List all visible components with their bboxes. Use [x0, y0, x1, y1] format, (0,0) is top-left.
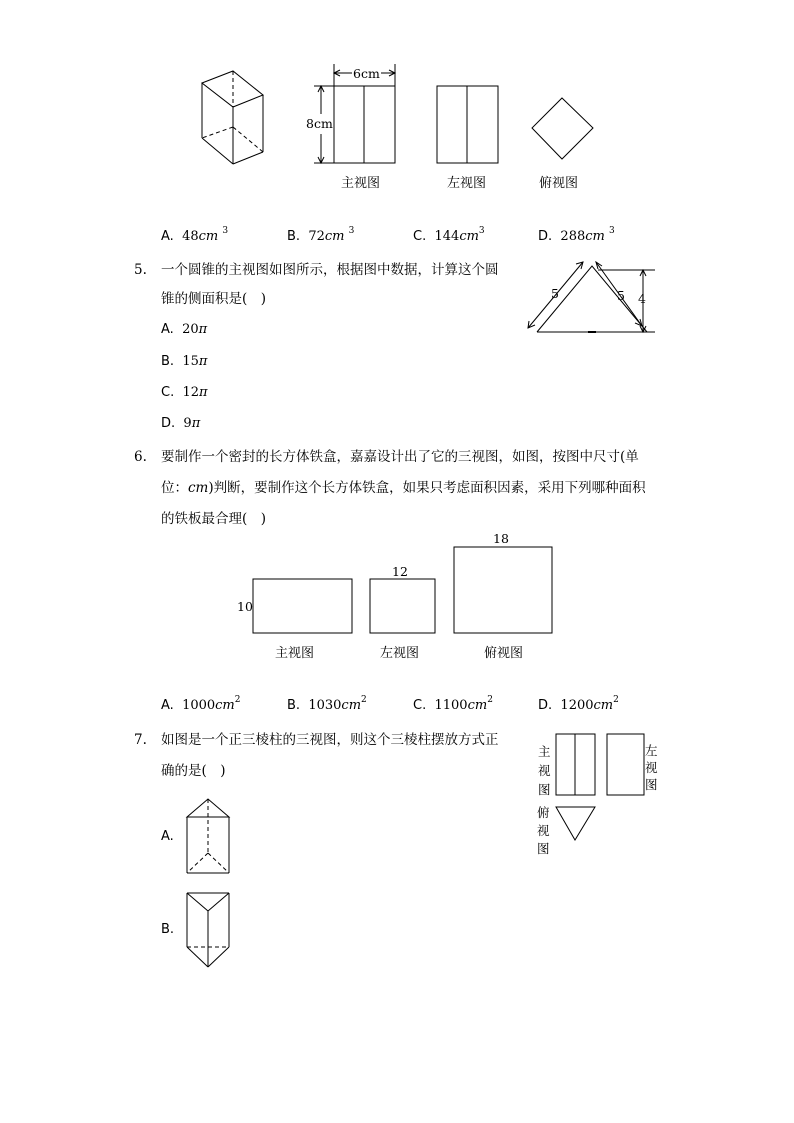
- q6-option-b[interactable]: B. $1030cm^2$: [287, 695, 367, 713]
- q5-option-a[interactable]: A. 20π: [161, 322, 208, 337]
- q5-number: 5.: [134, 262, 147, 278]
- q6-front-view: [252, 578, 354, 635]
- q7-option-a[interactable]: A.: [161, 829, 174, 844]
- q5-option-d[interactable]: D. 9π: [161, 416, 201, 431]
- q5-label-right-slant: 5: [617, 288, 625, 303]
- q7-front-view: [555, 733, 597, 797]
- q4-top-view: [530, 96, 596, 162]
- q7-number: 7.: [134, 732, 147, 748]
- q4-option-d[interactable]: D. 288cm $^3$: [538, 226, 615, 244]
- q6-stem-line3: 的铁板最合理( ): [161, 511, 267, 527]
- q7-stem-line1: 如图是一个正三棱柱的三视图，则这个三棱柱摆放方式正: [161, 732, 499, 748]
- q4-left-view: [436, 86, 500, 166]
- q5-stem-line1: 一个圆锥的主视图如图所示，根据图中数据，计算这个圆: [161, 262, 499, 278]
- q7-option-b-prism: [185, 891, 233, 971]
- q4-option-b[interactable]: B. 72cm $^3$: [287, 226, 355, 244]
- q6-stem-line1: 要制作一个密封的长方体铁盒，嘉嘉设计出了它的三视图，如图，按图中尺寸(单: [161, 449, 639, 465]
- q6-left-view: [369, 578, 437, 635]
- q6-option-c[interactable]: C. $1100cm^2$: [413, 695, 493, 713]
- q6-caption-front: 主视图: [275, 646, 315, 661]
- q5-option-c[interactable]: C. 12π: [161, 385, 208, 400]
- q7-stem-line2: 确的是( ): [161, 763, 226, 779]
- q7-left-view: [606, 733, 646, 797]
- q6-top-view: [453, 546, 554, 635]
- q6-caption-left: 左视图: [380, 646, 420, 661]
- q4-option-c[interactable]: C. $144cm^3$: [413, 226, 485, 244]
- q5-label-left-slant: 5: [551, 286, 559, 301]
- q6-caption-top: 俯视图: [484, 646, 524, 661]
- q4-option-a[interactable]: A. 48cm $^3$: [161, 226, 229, 244]
- q6-option-a[interactable]: A. $1000cm^2$: [161, 695, 241, 713]
- q7-left-caption: 左 视 图: [645, 743, 658, 792]
- q7-top-caption: 俯 视 图: [537, 805, 550, 856]
- q6-number: 6.: [134, 449, 147, 465]
- q6-label-18: 18: [493, 531, 509, 546]
- q6-label-10: 10: [237, 599, 253, 614]
- q4-prism-3d: [195, 65, 275, 170]
- q6-label-12: 12: [392, 564, 408, 579]
- q6-option-d[interactable]: D. $1200cm^2$: [538, 695, 619, 713]
- q7-option-b[interactable]: B.: [161, 922, 175, 937]
- q7-top-view: [555, 806, 597, 842]
- q7-front-caption: 主 视 图: [538, 744, 551, 797]
- q4-caption-front: 主视图: [341, 176, 381, 191]
- q5-stem-line2: 锥的侧面积是( ): [161, 291, 267, 307]
- q5-option-b[interactable]: B. 15π: [161, 354, 208, 369]
- q5-label-height: 4: [638, 291, 646, 306]
- q7-option-a-prism: [185, 797, 233, 877]
- q4-caption-left: 左视图: [447, 176, 487, 191]
- q4-height-label: 8cm: [306, 116, 333, 131]
- q6-stem-line2: 位：cm)判断，要制作这个长方体铁盒，如果只考虑面积因素，采用下列哪种面积: [161, 480, 646, 496]
- q4-width-label: 6cm: [353, 66, 380, 81]
- q4-caption-top: 俯视图: [539, 176, 579, 191]
